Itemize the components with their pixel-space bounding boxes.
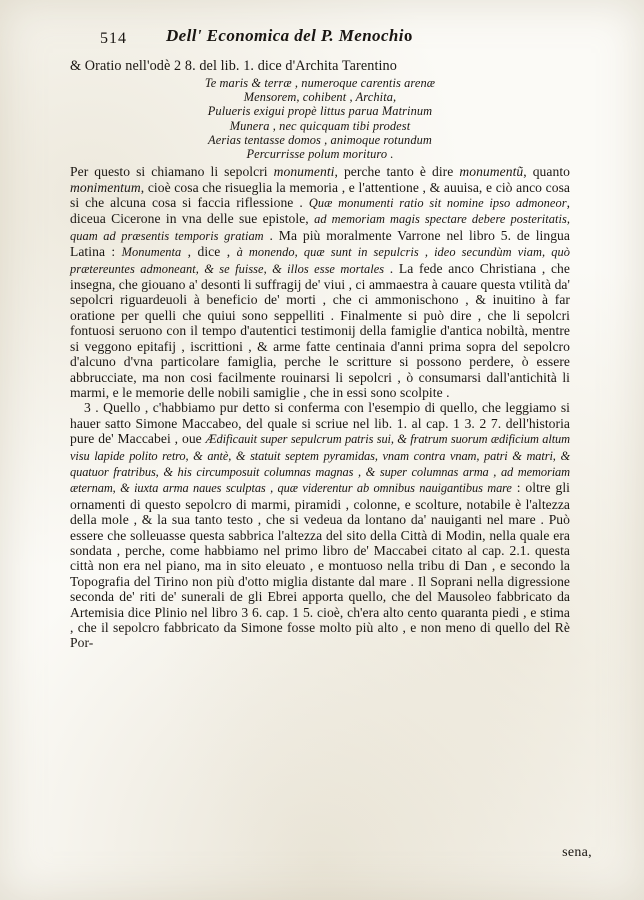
italic-run: monumenti bbox=[273, 164, 335, 180]
verse-line: Munera , nec quicquam tibi prodest bbox=[229, 118, 411, 133]
running-title bbox=[166, 26, 413, 46]
text-run: , cioè cosa che risueglia la memoria , e l'attentione , & auuisa, e ciò anco cosa si che alcuna cosa si faccia riflessione . bbox=[70, 179, 570, 211]
text-run: . Ma più moralmente Varrone nel libro 5. de lingua Latina : bbox=[70, 227, 570, 260]
running-title-text: Dell' Economica del P. Menochi bbox=[166, 26, 404, 45]
verse-line: Mensorem, cohibent , Archita, bbox=[243, 90, 397, 105]
body-text bbox=[70, 58, 570, 651]
latin-quote: Quæ monumenti ratio sit nomine ipso admoneor bbox=[308, 196, 567, 211]
paragraph-simone-maccabeo bbox=[70, 400, 570, 651]
text-run: , perche tanto è dire bbox=[334, 164, 460, 180]
text-run: . La fede anco Christiana , che insegna, che giouano a' desonti li suffragij de' viui , ci ammaestra à cauare questa vtilità da' sepolcri riguardeuoli à beneficio de' morti , che ci ammonischono , & inuitino à far oratione per quelli che quiui sono seppelliti . Finalmente si può dire , che li sepolcri fontuosi seruono con il tempo d'autentici testimonij della famiglie d'antica nobiltà, mentre si veggono epitafij , iscrittioni , & arme fatte centinaia d'anni prima sopra del sepolcro d'alcuno d'vna particolare famiglia, perche le scritture si possono perdere, ò essere abbrucciate, ma non cosi facilmente rouinarsi li sepolcri , ò consumarsi dall'antichità li marmi, e le memorie delle nobili samiglie , che in essi sono scolpite . bbox=[70, 260, 570, 400]
latin-quote-maccabei: Ædificauit super sepulcrum patris sui, & fratrum suorum ædificium altum visu lapide polito retro, & antè, & statuit septem pyramidas, vnam contra vnam, patri & matri, & quatuor fratribus, & his circumposuit columnas magnas , & super columnas arma , ad memoriam æternam, & iuxta arma naues sculptas , quæ viderentur ab omnibus nauigantibus mare bbox=[70, 432, 570, 496]
text-run: c'habbiamo pur detto si conferma con l'esempio di quello, che leggiamo si hauer satto Simone Maccabeo, del quale si scriue nel lib. 1. al cap. 1 3. 2 7. dell'historia pure de' Maccabei , oue bbox=[70, 400, 570, 447]
verse-line: Te maris & terræ , numeroque carentis arenæ bbox=[204, 76, 436, 90]
verse-block bbox=[70, 76, 570, 161]
text-run: Per questo si chiamano li sepolcri bbox=[70, 164, 274, 180]
folio-number: 514 bbox=[100, 30, 127, 47]
intro-line: & Oratio nell'odè 2 8. del lib. 1. dice d'Archita Tarentino bbox=[70, 58, 397, 74]
running-title-mark: o bbox=[403, 26, 413, 45]
latin-quote: ad memoriam magis spectare debere posteritatis, quam ad præsentis temporis gratiam bbox=[70, 212, 570, 243]
verse-line: Pulueris exigui propè littus parua Matrinum bbox=[207, 104, 433, 119]
text-run: : oltre gli ornamenti di questo sepolcro di marmi, piramidi , colonne, e scolture, notabile è l'altezza della mole , & la sua tanto testo , che si vedeua da lontano da' nauiganti nel mare . Può essere che solleuasse questa sabbrica l'altezza del sito della Città di Modin, nella quale era sondata , perche, come habbiamo nel primo libro de' Maccabei citato al cap. 2.1. questa città non era nel piano, ma in sito eleuato , e montuoso nella tribu di Dan , e secondo la Topografia del Tirino non più d'otto miglia distante dal mare . Il Soprani nella digressione seconda de' riti de' sunerali de gli Ebrei apporta quello, che del Mausoleo fabbricato da Artemisia dice Plinio nel libro 3 6. cap. 1 5. cioè, ch'era alto cento quaranta piedi , e stima , che il sepolcro fabbricato da Simone fosse molto più alto , e non meno di quello del Rè Por- bbox=[70, 480, 570, 651]
page-header bbox=[70, 26, 570, 56]
paragraph-number: 3 . Quello , bbox=[84, 400, 149, 416]
text-run: , quanto bbox=[523, 164, 571, 180]
italic-run: monimentum bbox=[70, 179, 141, 195]
paragraph-monumenti bbox=[70, 164, 570, 400]
latin-quote: Monumenta bbox=[121, 245, 182, 260]
page-content bbox=[70, 26, 570, 651]
text-run: , diceua Cicerone in vna delle sue epistole, bbox=[70, 195, 571, 227]
text-run: , dice , bbox=[181, 244, 237, 260]
catchword: sena, bbox=[562, 845, 592, 860]
italic-run: monumentũ bbox=[459, 164, 524, 180]
verse-line: Aerias tentasse domos , animoque rotundum bbox=[208, 132, 432, 147]
verse-line: Percurrisse polum morituro . bbox=[246, 147, 394, 162]
latin-quote: à monendo, quæ sunt in sepulcris , ideo secundùm viam, quò prætereuntes admoneant, & se fuisse, & illos esse mortales bbox=[70, 245, 570, 276]
